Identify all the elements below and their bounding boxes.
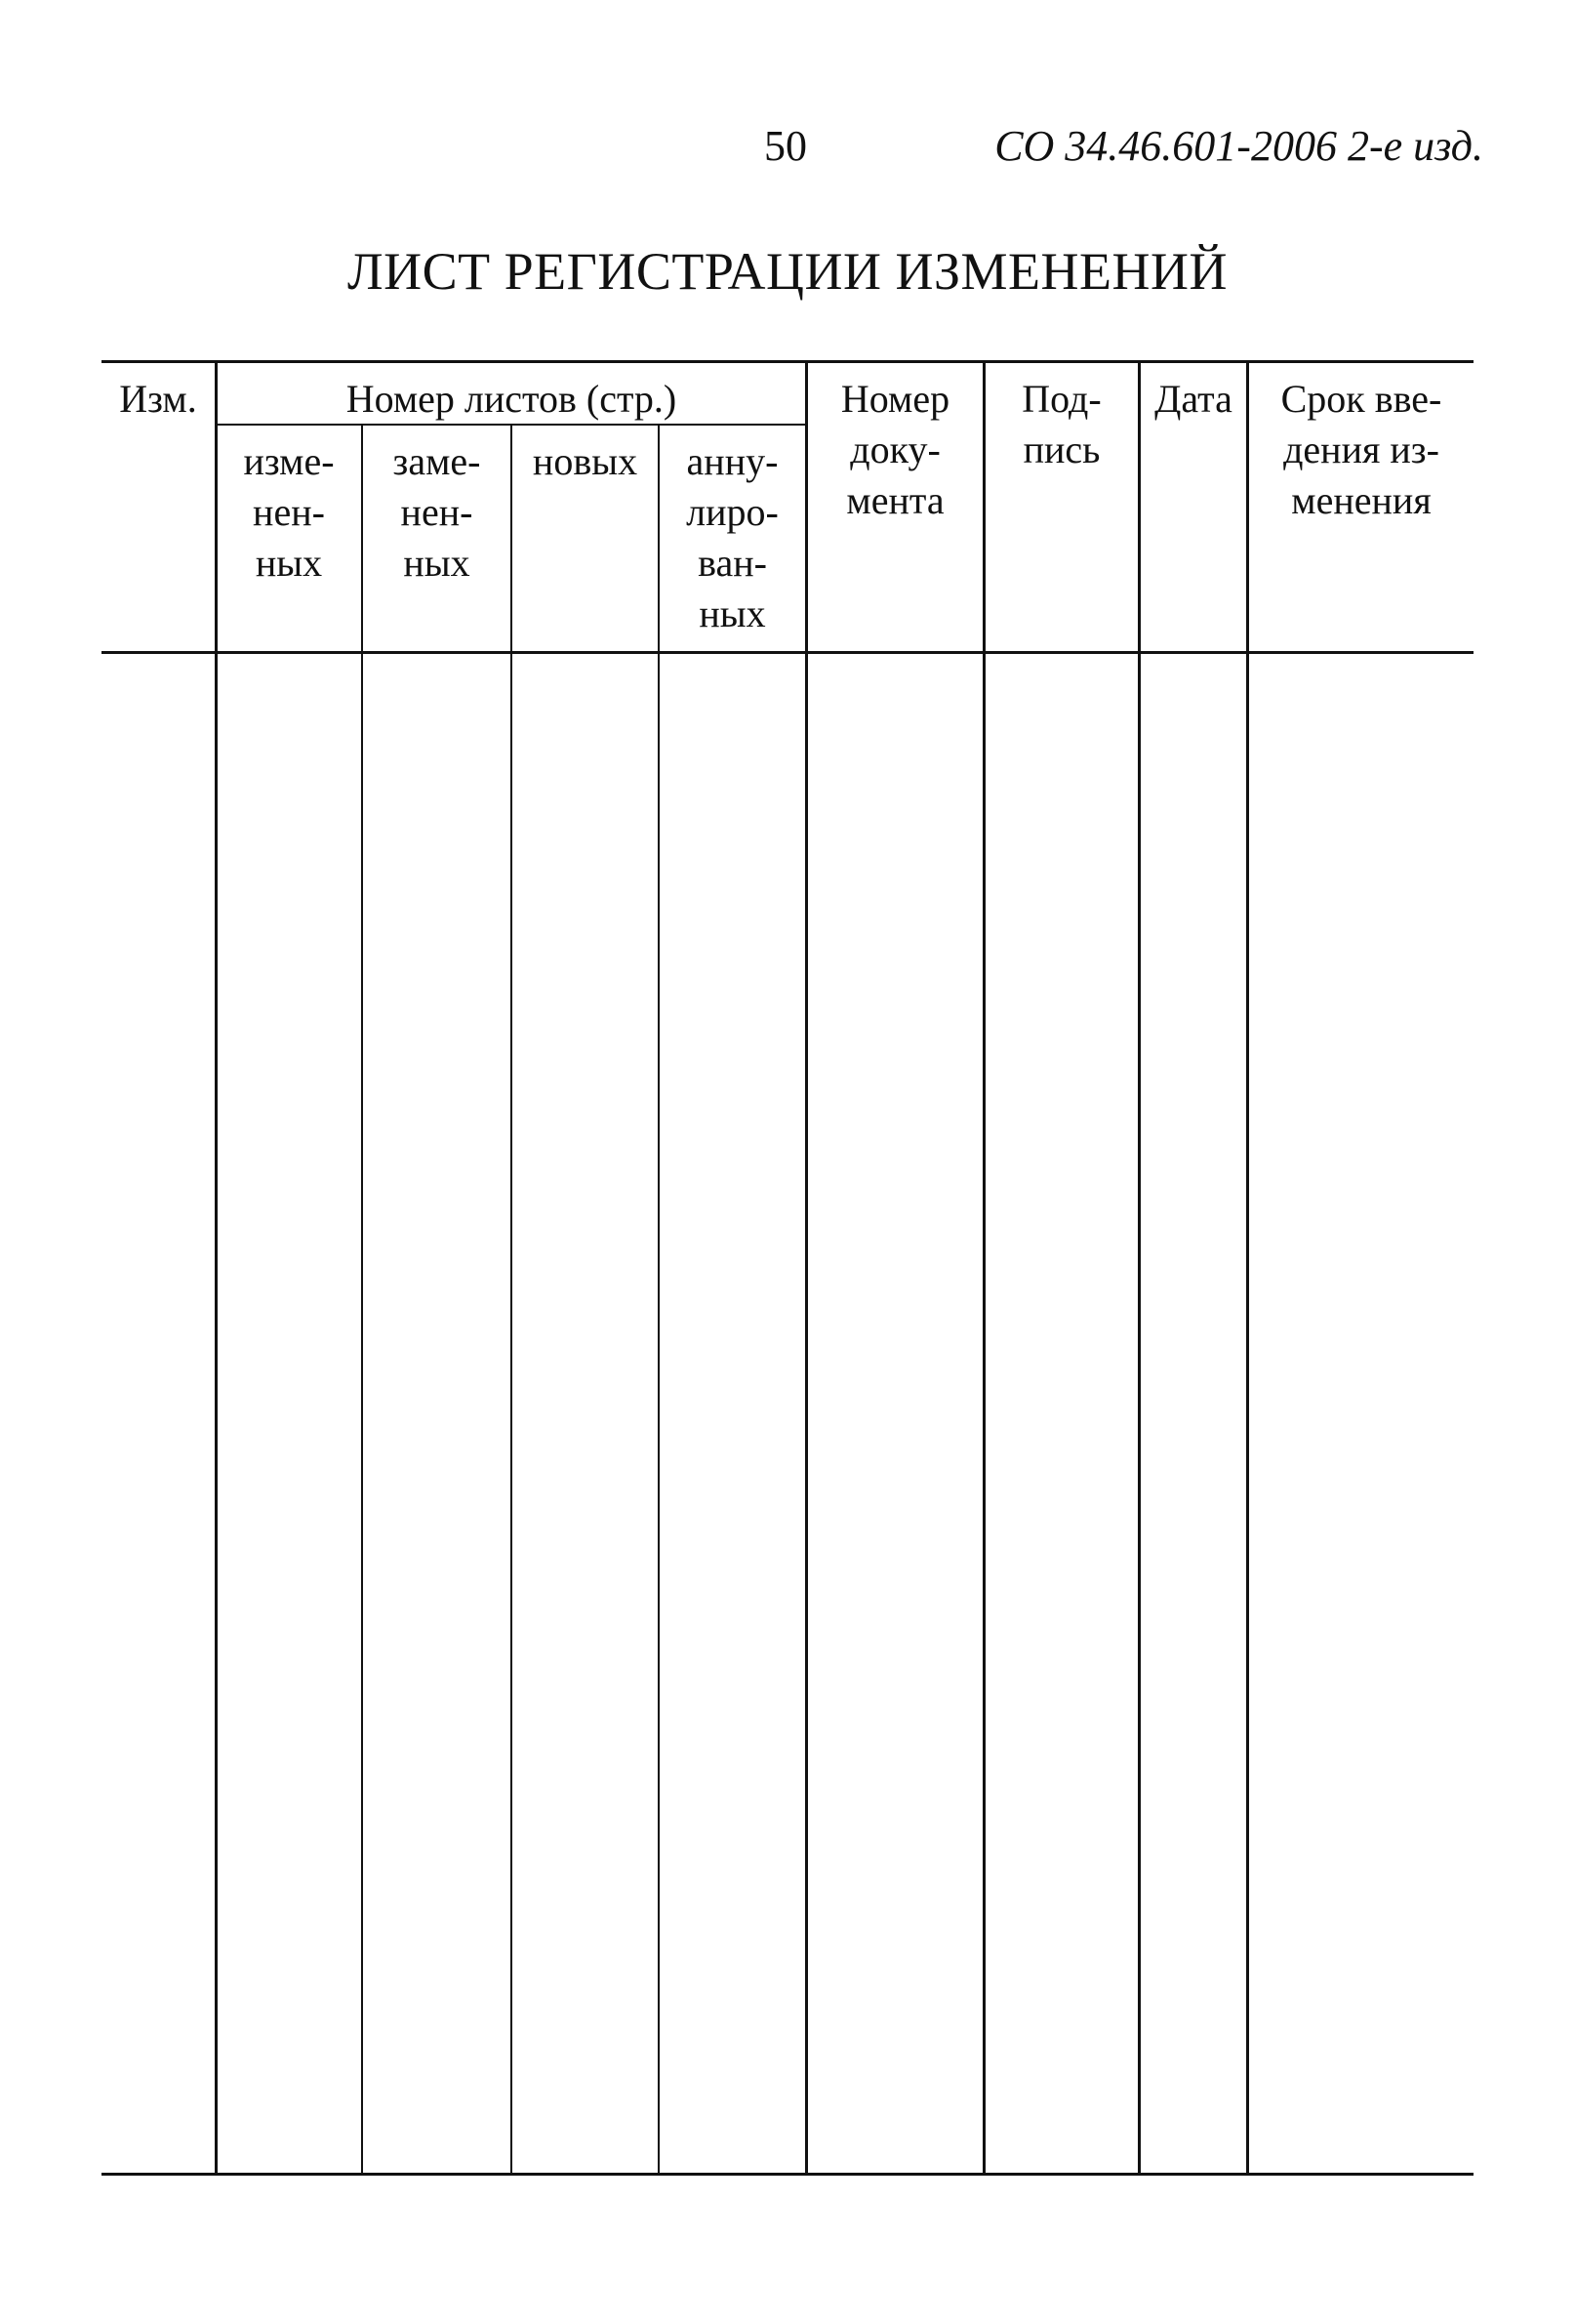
header-bottom-rule [101,651,1474,654]
header-change: Изм. [119,377,197,421]
column-divider [1138,360,1141,2176]
column-divider [983,360,986,2176]
header-signature: Под- пись [1022,377,1102,471]
column-divider [510,424,512,2176]
page-number: 50 [764,122,807,170]
column-divider [805,360,808,2176]
header-effective-date: Срок вве- дения из- менения [1280,377,1442,522]
header-date: Дата [1154,377,1232,421]
document-code: СО 34.46.601-2006 2-е изд. [994,122,1483,170]
header-new: новых [532,439,638,483]
column-divider [215,360,218,2176]
header-changed: изме- нен- ных [243,439,335,585]
column-divider [1246,360,1249,2176]
header-replaced: заме- нен- ных [392,439,481,585]
page-title: ЛИСТ РЕГИСТРАЦИИ ИЗМЕНЕНИЙ [347,242,1228,301]
header-annulled: анну- лиро- ван- ных [686,439,779,635]
table-top-rule [101,360,1474,363]
table-bottom-rule [101,2173,1474,2176]
column-divider [658,424,660,2176]
header-document-number: Номер доку- мента [840,377,950,522]
header-sheet-numbers: Номер листов (стр.) [345,377,677,421]
column-divider [361,424,363,2176]
